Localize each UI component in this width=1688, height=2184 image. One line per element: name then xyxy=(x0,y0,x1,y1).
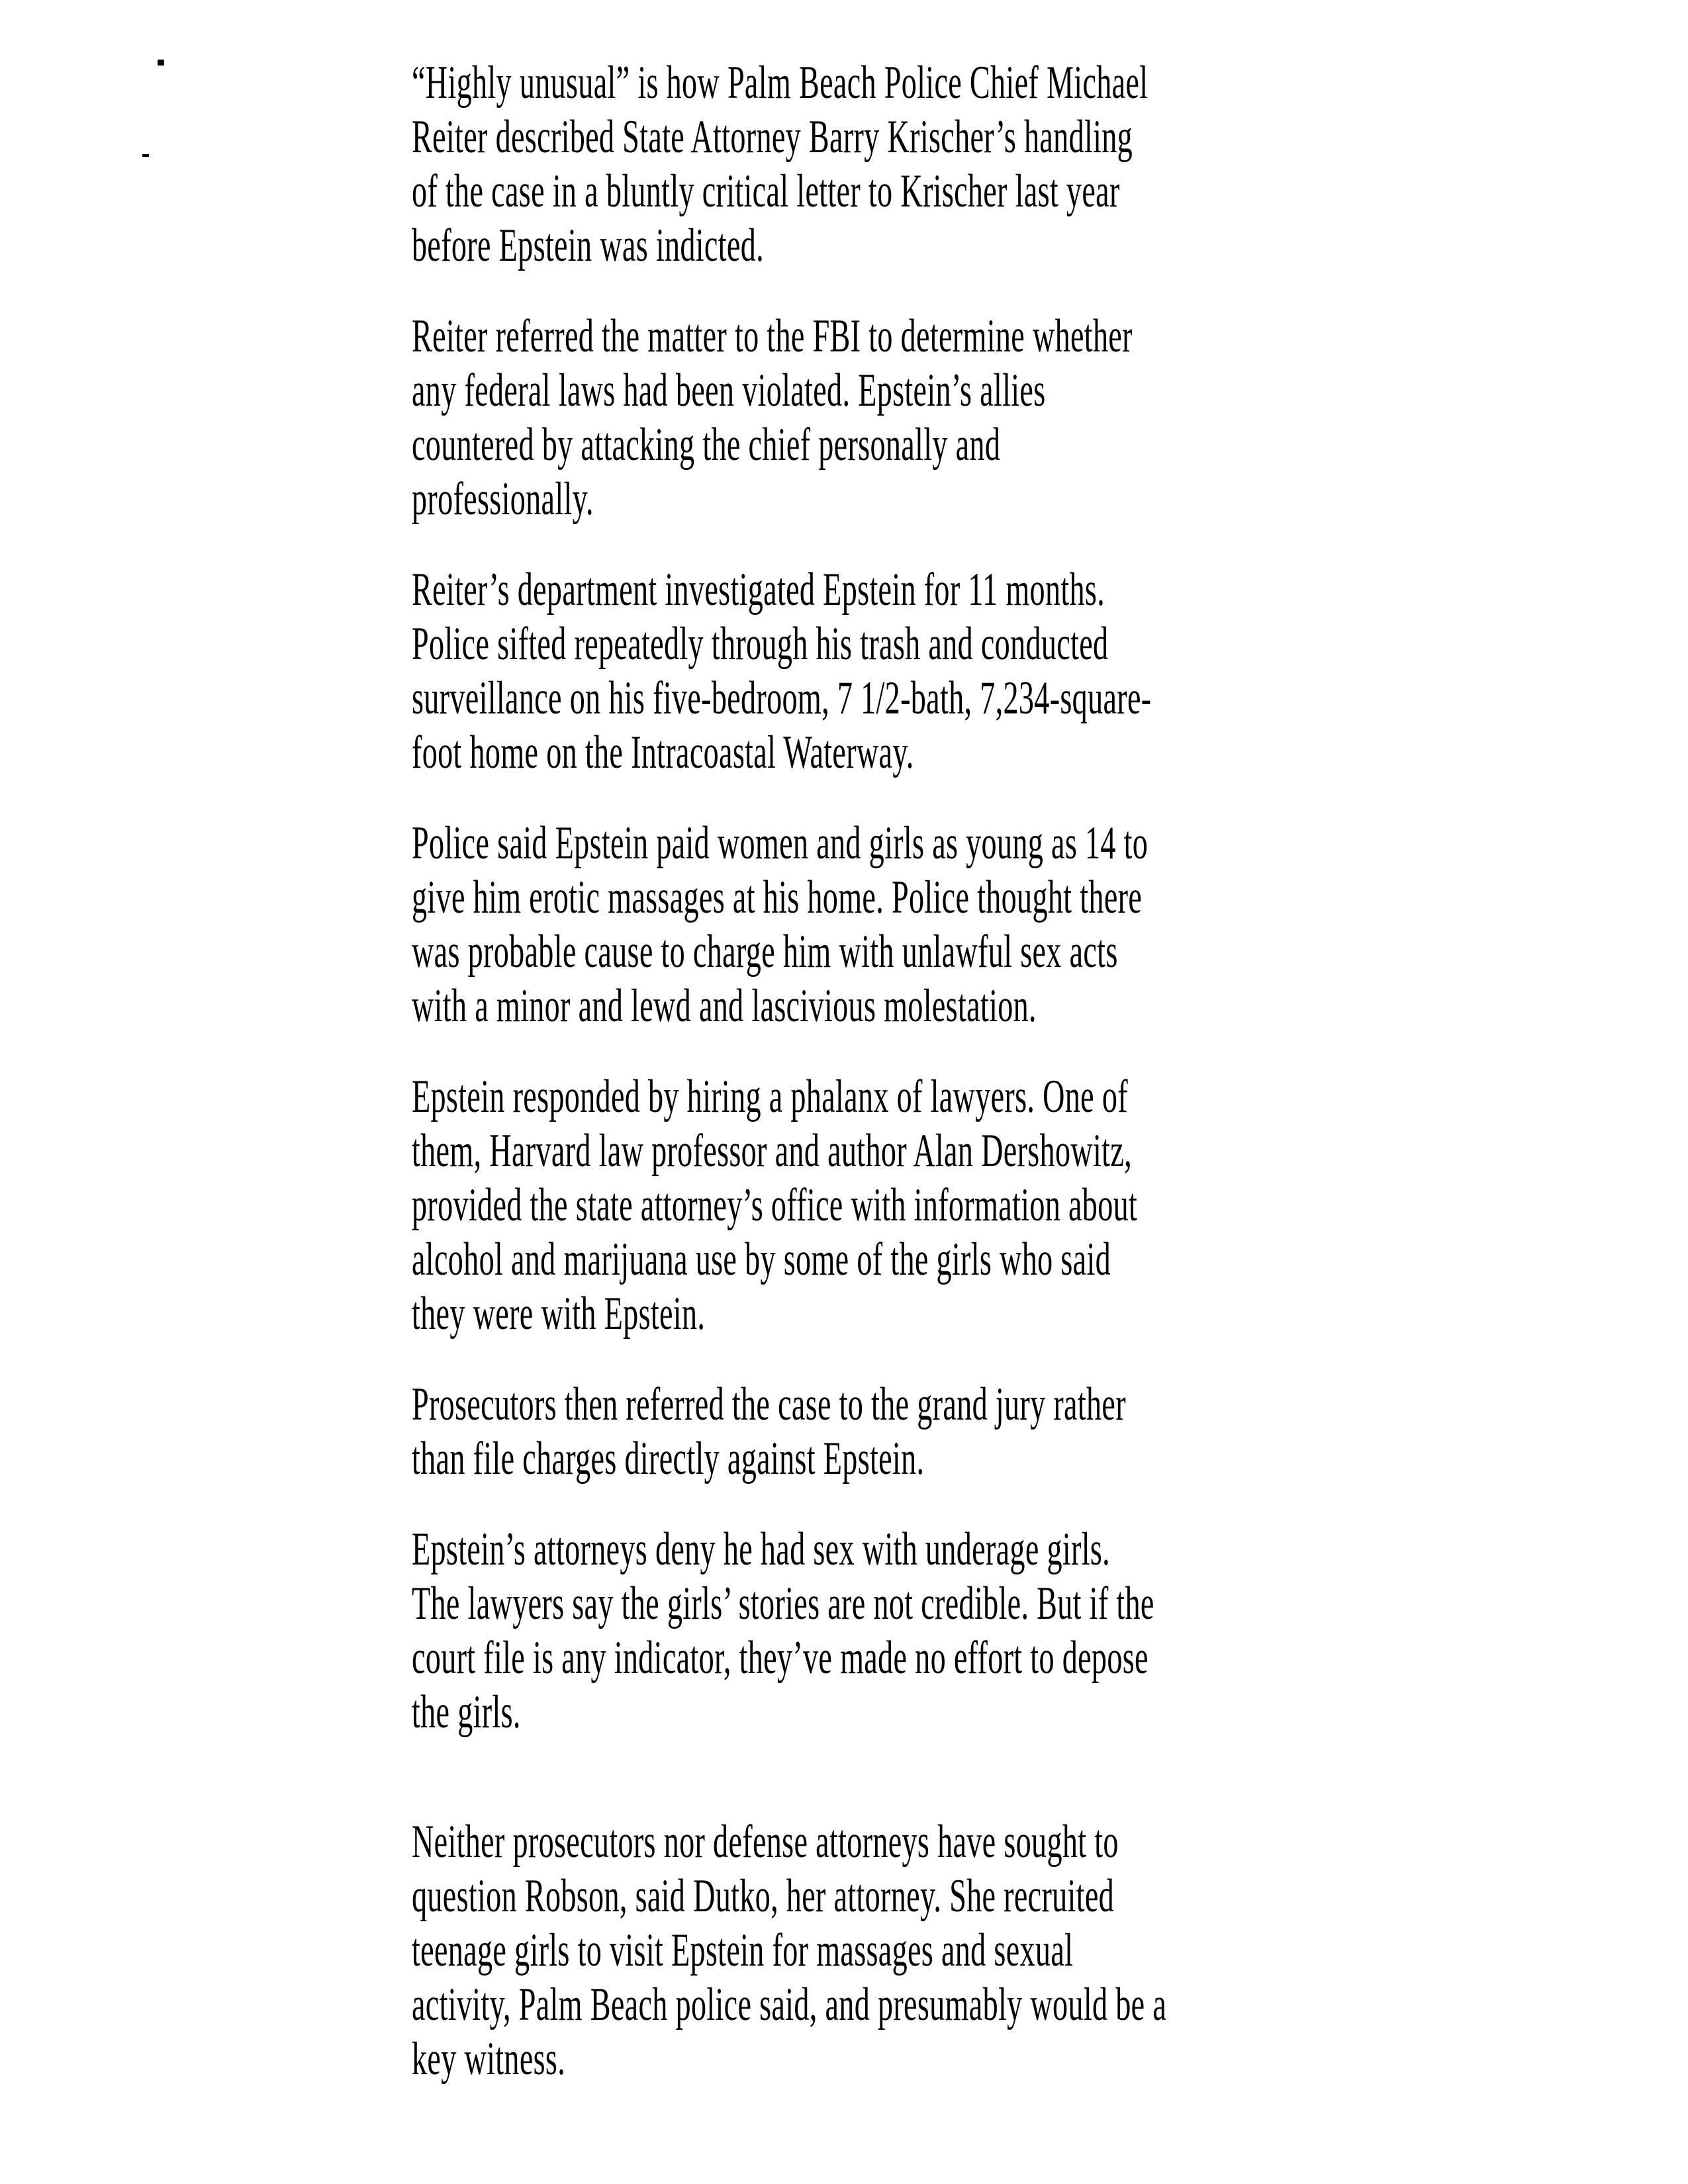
paragraph xyxy=(412,1815,1279,2086)
paragraph xyxy=(412,1069,1279,1341)
text-line: give him erotic massages at his home. Police thought there xyxy=(412,872,1143,923)
text-line: of the case in a bluntly critical letter to Krischer last year xyxy=(412,165,1120,217)
text-line: Reiter’s department investigated Epstein for 11 months. xyxy=(412,564,1105,615)
text-line: the girls. xyxy=(412,1686,521,1738)
text-line: Police sifted repeatedly through his trash and conducted xyxy=(412,618,1109,670)
text-line: “Highly unusual” is how Palm Beach Police Chief Michael xyxy=(412,57,1149,109)
text-line: was probable cause to charge him with unlawful sex acts xyxy=(412,926,1118,978)
text-line: than file charges directly against Epstein. xyxy=(412,1433,925,1484)
text-line: any federal laws had been violated. Epstein’s allies xyxy=(412,365,1046,416)
text-line: The lawyers say the girls’ stories are not credible. But if the xyxy=(412,1578,1154,1629)
paragraph xyxy=(412,563,1279,780)
text-line: Police said Epstein paid women and girls as young as 14 to xyxy=(412,817,1149,869)
text-line: Epstein’s attorneys deny he had sex with underage girls. xyxy=(412,1524,1111,1575)
text-line: provided the state attorney’s office with information about xyxy=(412,1179,1138,1231)
text-line: them, Harvard law professor and author Alan Dershowitz, xyxy=(412,1125,1132,1177)
text-line: Reiter described State Attorney Barry Krischer’s handling xyxy=(412,111,1133,163)
text-line: before Epstein was indicted. xyxy=(412,220,764,271)
text-line: question Robson, said Dutko, her attorney. She recruited xyxy=(412,1870,1115,1922)
text-line: key witness. xyxy=(412,2033,566,2085)
scan-speck-mark xyxy=(158,60,164,66)
text-line: Epstein responded by hiring a phalanx of lawyers. One of xyxy=(412,1071,1128,1122)
scan-dash-mark xyxy=(142,154,149,157)
paragraph xyxy=(412,816,1279,1033)
text-line: with a minor and lewd and lascivious molestation. xyxy=(412,980,1037,1032)
text-line: court file is any indicator, they’ve made no effort to depose xyxy=(412,1632,1149,1684)
text-line: professionally. xyxy=(412,473,594,525)
text-line: activity, Palm Beach police said, and presumably would be a xyxy=(412,1979,1167,2030)
paragraph xyxy=(412,1522,1279,1739)
text-line: alcohol and marijuana use by some of the girls who said xyxy=(412,1234,1111,1285)
text-line: Prosecutors then referred the case to the grand jury rather xyxy=(412,1379,1126,1430)
paragraph xyxy=(412,309,1279,526)
text-line: foot home on the Intracoastal Waterway. xyxy=(412,727,914,778)
text-line: Neither prosecutors nor defense attorneys have sought to xyxy=(412,1816,1119,1868)
text-line: countered by attacking the chief personally and xyxy=(412,419,1001,471)
text-line: teenage girls to visit Epstein for massages and sexual xyxy=(412,1925,1074,1976)
article-text-column xyxy=(412,56,1279,2122)
text-line: surveillance on his five-bedroom, 7 1/2-bath, 7,234-square- xyxy=(412,672,1152,724)
paragraph xyxy=(412,1377,1279,1486)
text-line: Reiter referred the matter to the FBI to determine whether xyxy=(412,310,1133,362)
paragraph xyxy=(412,56,1279,273)
text-line: they were with Epstein. xyxy=(412,1288,706,1340)
